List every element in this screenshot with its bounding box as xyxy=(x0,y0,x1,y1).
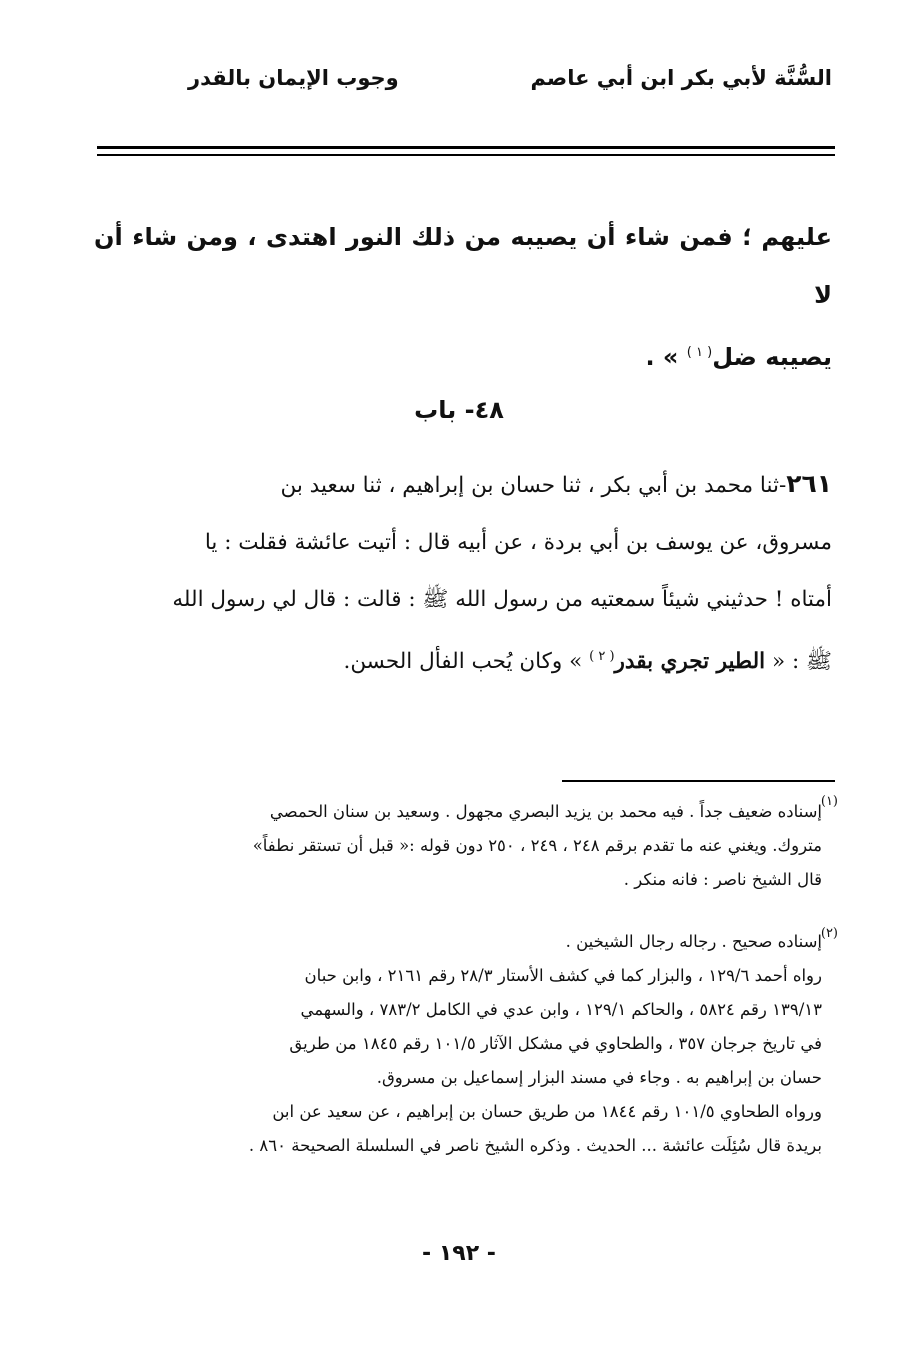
footnote-2-line: رواه أحمد ١٢٩/٦ ، والبزار كما في كشف الأستار ٢٨/٣ رقم ٢١٦١ ، وابن حبان xyxy=(304,966,822,985)
running-header-book-title: السُّنَّة لأبي بكر ابن أبي عاصم xyxy=(530,66,832,90)
footnote-separator xyxy=(562,780,835,782)
intro-line-2-end: » . xyxy=(645,343,679,371)
hadith-line-4 xyxy=(94,628,832,690)
footnote-1-marker: (١) xyxy=(820,794,838,809)
hadith-line-1-text: -ثنا محمد بن أبي بكر ، ثنا حسان بن إبراهيم ، ثنا سعيد بن xyxy=(280,473,787,498)
footnote-ref-1: ( ١ ) xyxy=(686,345,713,360)
footnote-1-line: إسناده ضعيف جداً . فيه محمد بن يزيد البصري مجهول . وسعيد بن سنان الحمصي xyxy=(269,802,822,821)
footnote-2-line: إسناده صحيح . رجاله رجال الشيخين . xyxy=(565,932,822,951)
hadith-line-3: أمتاه ! حدثيني شيئاً سمعتيه من رسول الله ﷺ : قالت : قال لي رسول الله xyxy=(172,587,832,612)
footnote-2-line: ١٣٩/١٣ رقم ٥٨٢٤ ، والحاكم ١٢٩/١ ، وابن عدي في الكامل ٧٨٣/٢ ، والسهمي xyxy=(300,1000,822,1019)
footnote-2-line: في تاريخ جرجان ٣٥٧ ، والطحاوي في مشكل الآثار ١٠١/٥ رقم ١٨٤٥ من طريق xyxy=(289,1034,822,1053)
section-heading: ٤٨- باب xyxy=(414,396,504,424)
footnote-1 xyxy=(94,795,822,897)
intro-line-2 xyxy=(94,324,832,386)
header-rule-thin xyxy=(97,154,835,156)
footnote-2-line: بريدة قال سُئِلَت عائشة ... الحديث . وذكره الشيخ ناصر في السلسلة الصحيحة ٨٦٠ . xyxy=(248,1136,822,1155)
intro-paragraph xyxy=(94,208,832,386)
hadith-paragraph xyxy=(94,455,832,690)
hadith-line-4-start: ﷺ : « xyxy=(771,649,832,675)
page-number: - ١٩٢ - xyxy=(422,1241,496,1266)
footnote-2 xyxy=(94,925,822,1163)
hadith-line-4-end: » وكان يُحب الفأل الحسن. xyxy=(343,649,583,675)
footnote-2-line: ورواه الطحاوي ١٠١/٥ رقم ١٨٤٤ من طريق حسان بن إبراهيم ، عن سعيد عن ابن xyxy=(272,1102,822,1121)
hadith-line-1 xyxy=(94,455,832,514)
intro-line-2-text: يصيبه ضل xyxy=(712,343,832,371)
footnote-2-line: حسان بن إبراهيم به . وجاء في مسند البزار إسماعيل بن مسروق. xyxy=(376,1068,822,1087)
hadith-quote: الطير تجري بقدر xyxy=(614,649,766,675)
intro-line-1: عليهم ؛ فمن شاء أن يصيبه من ذلك النور اهتدى ، ومن شاء أن لا xyxy=(94,223,832,309)
hadith-line-2: مسروق، عن يوسف بن أبي بردة ، عن أبيه قال : أتيت عائشة فقلت : يا xyxy=(204,530,832,555)
header-rule-thick xyxy=(97,146,835,149)
hadith-number: ٢٦١ xyxy=(786,469,832,498)
running-header-chapter-title: وجوب الإيمان بالقدر xyxy=(188,66,399,90)
footnote-ref-2: ( ٢ ) xyxy=(589,649,615,664)
footnote-2-marker: (٢) xyxy=(820,926,838,941)
footnote-1-line: متروك. ويغني عنه ما تقدم برقم ٢٤٨ ، ٢٤٩ ، ٢٥٠ دون قوله :« قبل أن تستقر نطفاً» xyxy=(252,836,822,855)
footnote-1-line: قال الشيخ ناصر : فانه منكر . xyxy=(623,870,822,889)
